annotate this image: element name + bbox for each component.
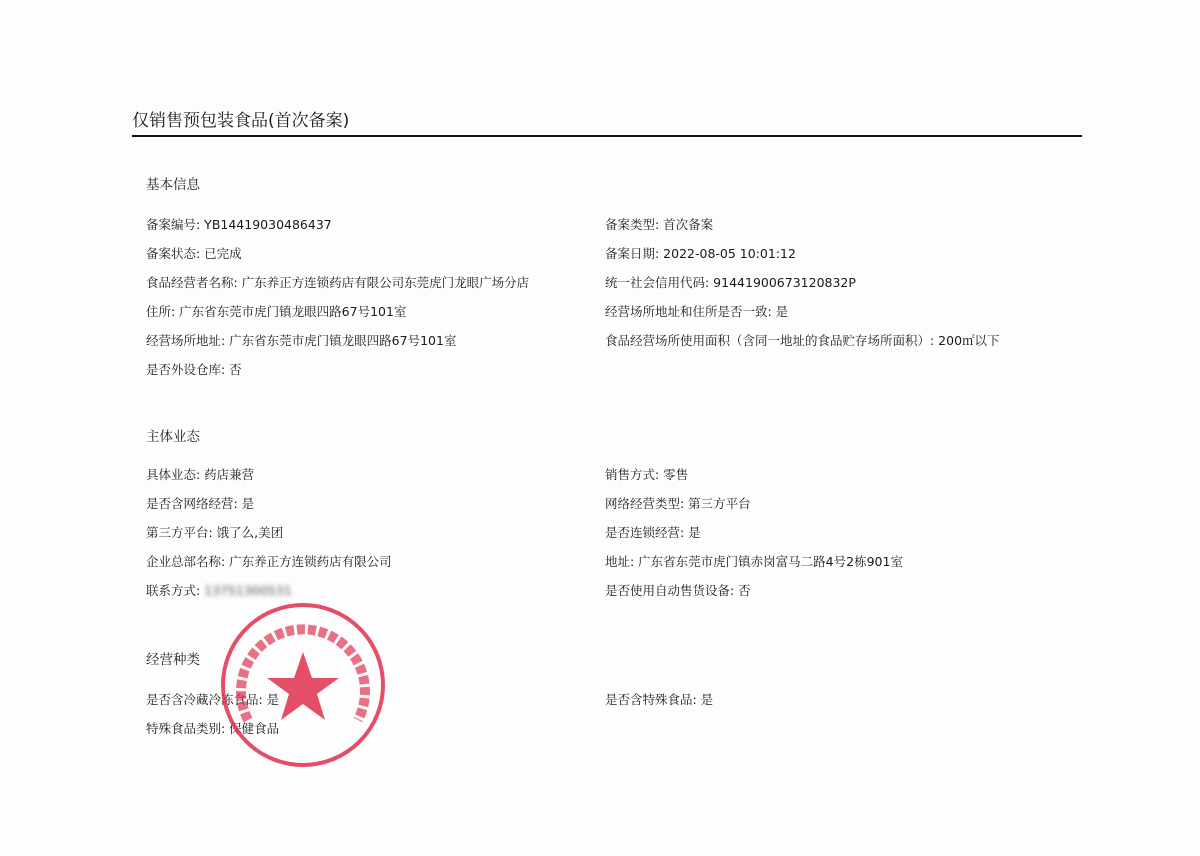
field: 备案类型: 首次备案 [605,217,714,232]
seal-star-icon [267,652,339,720]
field: 食品经营者名称: 广东养正方连锁药店有限公司东莞虎门龙眼广场分店 [146,275,530,290]
document-title: 仅销售预包装食品(首次备案) [132,111,350,131]
company-seal-stamp [218,600,388,770]
contact-value-blurred: 13751300531 [204,583,292,598]
field: 是否外设仓库: 否 [146,362,242,377]
field: 是否含特殊食品: 是 [605,692,714,707]
field: 食品经营场所使用面积（含同一地址的食品贮存场所面积）: 200㎡以下 [605,333,1000,348]
field: 是否含冷藏冷冻食品: 是 [146,692,280,707]
section-heading-basic: 基本信息 [146,177,200,193]
field: 住所: 广东省东莞市虎门镇龙眼四路67号101室 [146,304,407,319]
field: 是否使用自动售货设备: 否 [605,583,751,598]
field: 销售方式: 零售 [605,467,689,482]
field: 统一社会信用代码: 91441900673120832P [605,275,856,290]
field: 备案日期: 2022-08-05 10:01:12 [605,246,796,261]
field: 备案编号: YB14419030486437 [146,217,332,232]
title-divider [132,135,1082,137]
field: 第三方平台: 饿了么,美团 [146,525,284,540]
field: 具体业态: 药店兼营 [146,467,255,482]
field: 备案状态: 已完成 [146,246,242,261]
field: 是否含网络经营: 是 [146,496,255,511]
field: 企业总部名称: 广东养正方连锁药店有限公司 [146,554,392,569]
field-contact: 联系方式: 13751300531 [146,583,292,598]
field: 地址: 广东省东莞市虎门镇赤岗富马二路4号2栋901室 [605,554,903,569]
section-heading-business: 主体业态 [146,429,200,445]
field: 经营场所地址和住所是否一致: 是 [605,304,789,319]
field: 特殊食品类别: 保健食品 [146,721,280,736]
field: 网络经营类型: 第三方平台 [605,496,751,511]
field: 经营场所地址: 广东省东莞市虎门镇龙眼四路67号101室 [146,333,457,348]
field: 是否连锁经营: 是 [605,525,701,540]
section-heading-category: 经营种类 [146,652,200,668]
